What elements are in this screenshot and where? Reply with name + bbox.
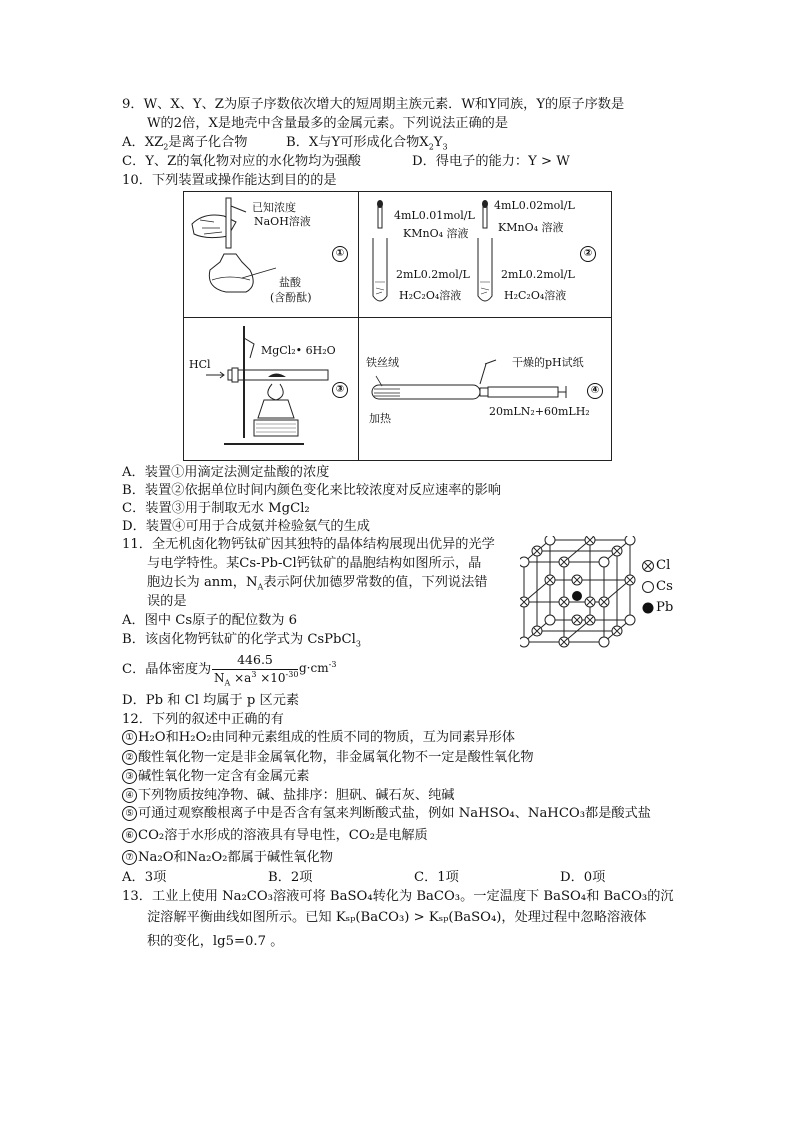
q11-option-a: A．图中 Cs原子的配位数为 6 — [122, 613, 298, 628]
q12-option-b: B．2项 — [268, 870, 313, 885]
panel2-label-8: H₂C₂O₄溶液 — [504, 289, 567, 302]
q9-line2: W的2倍，X是地壳中含量最多的金属元素。下列说法正确的是 — [147, 116, 509, 131]
q10-stem: 10．下列装置或操作能达到目的的是 — [122, 173, 337, 188]
q11-density-unit: $g\cdot cm^{-3}$ — [299, 660, 337, 675]
q9-option-b: B．X与Y可形成化合物$X_2Y_3$ — [286, 135, 448, 152]
ammonia-synthesis-apparatus — [360, 318, 610, 458]
q11-density-denominator: $N_A \times a^3 \times 10^{-30}$ — [214, 670, 299, 688]
perovskite-unit-cell — [520, 536, 640, 648]
panel2-label-3: 4mL0.02mol/L — [494, 199, 575, 212]
q10-option-d: D．装置④可用于合成氨并检验氨气的生成 — [122, 519, 370, 534]
legend-markers — [641, 559, 655, 619]
q10-option-c: C．装置③用于制取无水 MgCl₂ — [122, 501, 310, 516]
panel2-label-5: 2mL0.2mol/L — [396, 268, 470, 281]
panel4-number: ④ — [587, 383, 603, 399]
q12-item-1: ① H₂O和H₂O₂由同种元素组成的性质不同的物质，互为同素异形体 — [122, 729, 515, 746]
q11-line3: 胞边长为 anm，$N_A$表示阿伏加德罗常数的值，下列说法错 — [147, 575, 488, 592]
pb-atom — [572, 591, 582, 601]
panel2-number: ② — [580, 246, 596, 262]
q9-line1: 9．W、X、Y、Z为原子序数依次增大的短周期主族元素．W和Y同族，Y的原子序数是 — [122, 97, 625, 112]
q10-option-a: A．装置①用滴定法测定盐酸的浓度 — [122, 465, 330, 480]
panel3-label-hcl: HCl — [189, 358, 211, 371]
panel1-label-hcl: 盐酸 — [279, 276, 301, 289]
q12-item-7: ⑦ Na₂O和Na₂O₂都属于碱性氧化物 — [122, 849, 333, 866]
q11-density-numerator: 446.5 — [237, 652, 273, 667]
q11-option-d: D．Pb 和 Cl 均属于 p 区元素 — [122, 693, 300, 708]
panel2-label-4: KMnO₄ 溶液 — [498, 221, 564, 234]
q12-item-2: ② 酸性氧化物一定是非金属氧化物，非金属氧化物不一定是酸性氧化物 — [122, 749, 534, 766]
panel1-label-naoh: NaOH溶液 — [254, 215, 311, 228]
q11-option-c-label: C．晶体密度为 — [122, 662, 212, 677]
q9-option-a: A．$XZ_2$是离子化合物 — [122, 135, 248, 152]
q13-line3: 积的变化，lg5=0.7 。 — [147, 934, 284, 949]
legend-cl: Cl — [656, 558, 671, 573]
q9-option-c: C．Y、Z的氧化物对应的水化物均为强酸 — [122, 154, 361, 169]
q13-line2: 淀溶解平衡曲线如图所示。已知 Kₛₚ(BaCO₃) > Kₛₚ(BaSO₄)，处理过程中忽略溶液体 — [147, 910, 647, 925]
q11-line2: 与电学特性。某Cs-Pb-Cl钙钛矿的晶胞结构如图所示，晶 — [147, 556, 482, 571]
legend-cs: Cs — [656, 579, 673, 594]
q12-item-6: ⑥ CO₂溶于水形成的溶液具有导电性，CO₂是电解质 — [122, 827, 428, 844]
panel4-label-gas: 20mLN₂+60mLH₂ — [489, 405, 590, 418]
q12-option-a: A．3项 — [122, 870, 167, 885]
q13-line1: 13．工业上使用 Na₂CO₃溶液可将 BaSO₄转化为 BaCO₃。一定温度下 BaSO₄和 BaCO₃的沉 — [122, 889, 674, 904]
panel4-label-iron: 铁丝绒 — [366, 356, 399, 369]
panel1-label-phenolphthalein: (含酚酞) — [270, 291, 312, 304]
q11-line1: 11．全无机卤化物钙钛矿因其独特的晶体结构展现出优异的光学 — [122, 537, 495, 552]
q12-option-d: D．0项 — [560, 870, 606, 885]
panel2-label-2: KMnO₄ 溶液 — [403, 227, 469, 240]
q12-item-4: ④ 下列物质按纯净物、碱、盐排序：胆矾、碱石灰、纯碱 — [122, 787, 455, 804]
panel2-label-7: 2mL0.2mol/L — [501, 268, 575, 281]
q10-option-b: B．装置②依据单位时间内颜色变化来比较浓度对反应速率的影响 — [122, 483, 501, 498]
panel3-number: ③ — [332, 382, 348, 398]
q11-option-b: B．该卤化物钙钛矿的化学式为 CsPbCl$_3$ — [122, 632, 361, 649]
panel4-label-ph-paper: 干燥的pH试纸 — [512, 356, 584, 369]
q12-stem: 12．下列的叙述中正确的有 — [122, 712, 284, 727]
q9-option-d: D．得电子的能力：Y > W — [412, 154, 570, 169]
panel1-number: ① — [332, 246, 348, 262]
mgcl2-dehydration-apparatus — [184, 318, 357, 458]
q12-item-3: ③ 碱性氧化物一定含有金属元素 — [122, 768, 309, 785]
panel3-label-salt: MgCl₂• 6H₂O — [261, 344, 336, 357]
panel1-label-known-conc: 已知浓度 — [252, 201, 296, 214]
panel4-label-heat: 加热 — [369, 412, 391, 425]
panel2-label-1: 4mL0.01mol/L — [394, 209, 475, 222]
q12-option-c: C．1项 — [414, 870, 459, 885]
legend-pb: Pb — [656, 600, 674, 615]
panel2-label-6: H₂C₂O₄溶液 — [399, 289, 462, 302]
q11-line4: 误的是 — [147, 594, 187, 609]
q12-item-5: ⑤ 可通过观察酸根离子中是否含有氢来判断酸式盐，例如 NaHSO₄、NaHCO₃都是酸式盐 — [122, 805, 651, 822]
